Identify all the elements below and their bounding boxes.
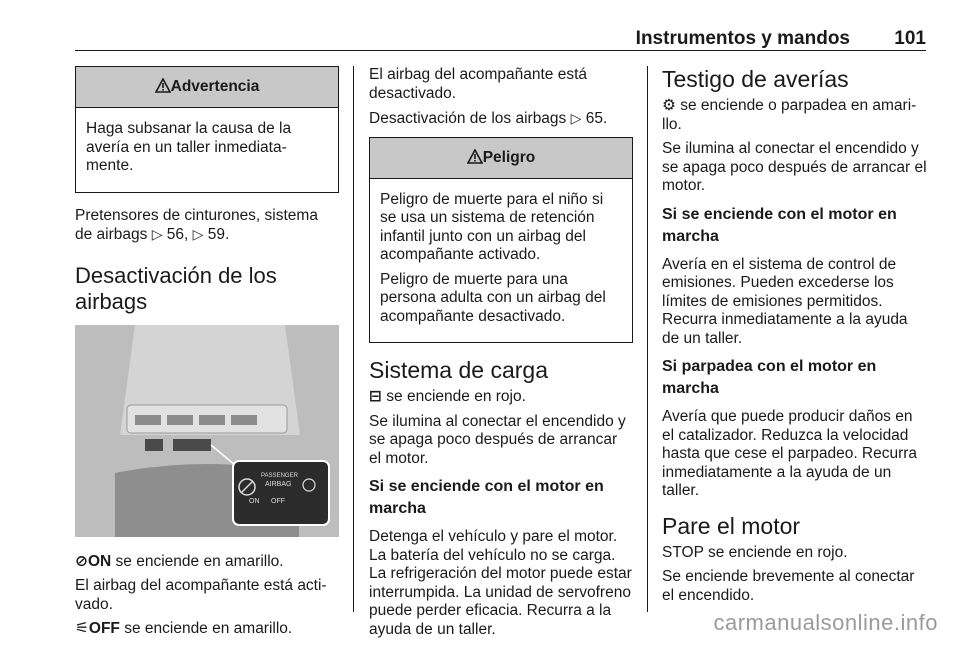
page-ref: 65. (585, 110, 608, 127)
column-2 (369, 66, 633, 645)
header-title: Instrumentos y mandos (635, 28, 850, 49)
header-rule (75, 50, 926, 51)
watermark: carmanualsonline.info (713, 610, 938, 635)
page-ref: 56 (166, 226, 185, 243)
airbag-on-description: El airbag del acompañante está acti-vado. (75, 577, 327, 613)
warning-box-header (76, 67, 338, 108)
photo-label-passenger: PASSENGER (261, 472, 298, 479)
section-heading-stop-engine: Pare el motor (662, 512, 801, 539)
photo-label-on: ON (249, 497, 260, 505)
charge-action-paragraph: Detenga el vehículo y pare el motor. La batería del vehículo no se carga. La refrigeración del motor puede estar interrumpida. La unidad de servofreno puede perder eficacia. Recurra a la ayuda de un taller. (369, 528, 632, 638)
mil-lit-paragraph: Avería en el sistema de control de emisiones. Pueden excederse los límites de emisiones permitidos. Recurra inmediatamente a la ayuda de un taller. (662, 255, 908, 347)
danger-title: Peligro (482, 148, 536, 166)
page-ref-icon: ▷ (151, 226, 163, 242)
page-ref: 59 (207, 226, 226, 243)
stop-indicator-line: STOP se enciende en rojo. (662, 543, 848, 561)
airbag-on-icon: ⊘ (75, 552, 88, 570)
warning-box (75, 66, 339, 193)
mil-paragraph: Se ilumina al conectar el encendido y se apaga poco después de arrancar el motor. (662, 140, 927, 194)
column-1 (75, 66, 339, 645)
page-number: 101 (894, 28, 926, 49)
subheading-engine-running: Si se enciende con el motor en marcha (369, 478, 604, 517)
pretensores-paragraph: Pretensores de cinturones, sistema de airbags ▷ 56, ▷ 59. (75, 206, 318, 243)
danger-box-header (370, 138, 632, 179)
page-ref-icon: ▷ (192, 226, 204, 242)
column-3 (662, 66, 928, 611)
airbag-off-icon: ⚟ (75, 620, 89, 637)
mil-flashing-paragraph: Avería que puede producir daños en el catalizador. Reduzca la velocidad hasta que cese el parpadeo. Recurra inmediatamente a la ayuda de un taller. (662, 408, 918, 499)
stop-paragraph: Se enciende brevemente al conectar el encendido. (662, 568, 915, 604)
warning-text: Haga subsanar la causa de la avería en un taller inmediata-mente. (86, 120, 292, 174)
photo-label-airbag: AIRBAG (265, 480, 292, 488)
battery-icon: ⊟ (369, 388, 382, 405)
airbag-on-line: ⊘ON se enciende en amarillo. (75, 552, 284, 570)
subheading-flashing-engine-running: Si parpadea con el motor en marcha (662, 358, 877, 397)
mil-indicator-line: ⚙ se enciende o parpadea en amari-llo. (662, 97, 917, 133)
section-heading-malfunction-light: Testigo de averías (662, 66, 849, 92)
photo-label-off: OFF (271, 497, 285, 505)
charge-paragraph: Se ilumina al conectar el encendido y se apaga poco después de arrancar el motor. (369, 412, 626, 467)
airbag-off-line: ⚟OFF se enciende en amarillo. (75, 620, 293, 637)
airbag-deactivated-paragraph: El airbag del acompañante está desactivado. (369, 66, 588, 102)
danger-text-1: Peligro de muerte para el niño si se usa un sistema de retención infantil junto con un airbag del acompañante activado. (380, 190, 604, 263)
danger-text-2: Peligro de muerte para una persona adulta con un airbag del acompañante desactivado. (380, 270, 606, 325)
warning-title: Advertencia (170, 78, 260, 95)
engine-icon: ⚙ (662, 97, 676, 114)
warning-triangle-icon (155, 78, 171, 93)
section-heading-charging-system: Sistema de carga (369, 357, 548, 383)
danger-box (369, 137, 633, 344)
column-divider-2 (647, 66, 648, 612)
airbag-indicator-photo (75, 325, 339, 537)
subheading-lit-engine-running: Si se enciende con el motor en marcha (662, 205, 897, 245)
column-divider-1 (353, 66, 354, 612)
page-ref-icon: ▷ (570, 110, 582, 126)
charge-indicator-line: ⊟ se enciende en rojo. (369, 388, 526, 405)
section-heading-airbag-deactivation: Desactivación de los airbags (75, 262, 277, 314)
deactivation-ref-paragraph: Desactivación de los airbags ▷ 65. (369, 110, 608, 127)
warning-triangle-icon (467, 149, 483, 164)
